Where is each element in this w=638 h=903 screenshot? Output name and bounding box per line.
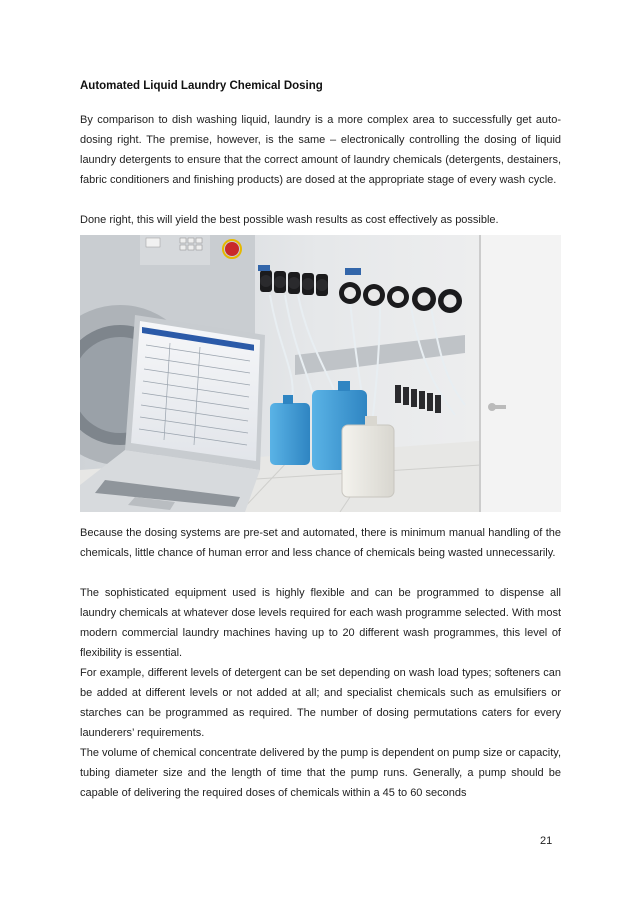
door xyxy=(480,235,561,512)
laundry-dosing-photo xyxy=(80,235,561,512)
paragraph-preset: Because the dosing systems are pre-set and automated, there is minimum manual handling of the chemicals, little chance of human error and less chance of chemicals being wasted unnecessarily. xyxy=(80,527,561,559)
section-heading: Automated Liquid Laundry Chemical Dosing xyxy=(80,80,323,92)
paragraph-example: For example, different levels of detergent can be set depending on wash load types; softeners can be added at different levels or not added at all; and specialist chemicals such as emulsifiers or starches can be programmed as required. The number of dosing permutations caters for every launderers’ requirements. xyxy=(80,667,561,739)
emergency-stop-button xyxy=(225,242,239,256)
paragraph-done-right: Done right, this will yield the best possible wash results as cost effectively as possible. xyxy=(80,214,499,226)
dosing-system-illustration xyxy=(80,235,561,512)
paragraph-flexibility: The sophisticated equipment used is highly flexible and can be programmed to dispense all laundry chemicals at whatever dose levels required for each wash programme selected. With most modern commercial laundry machines having up to 20 different wash programmes, this level of flexibility is essential. xyxy=(80,587,561,659)
page-number: 21 xyxy=(540,835,553,847)
paragraph-intro: By comparison to dish washing liquid, laundry is a more complex area to successfully get auto-dosing right. The premise, however, is the same – electronically controlling the dosing of liquid laundry detergents to ensure that the correct amount of laundry chemicals (detergents, destainers, fabric conditioners and finishing products) are dosed at the appropriate stage of every wash cycle. xyxy=(80,114,561,186)
paragraph-volume: The volume of chemical concentrate delivered by the pump is dependent on pump size or capacity, tubing diameter size and the length of time that the pump runs. Generally, a pump should be capable of delivering the required doses of chemicals within a 45 to 60 seconds xyxy=(80,747,562,799)
laptop-screen xyxy=(131,321,260,461)
chemical-container-blue-1 xyxy=(270,403,310,465)
chemical-container-white xyxy=(342,425,394,497)
